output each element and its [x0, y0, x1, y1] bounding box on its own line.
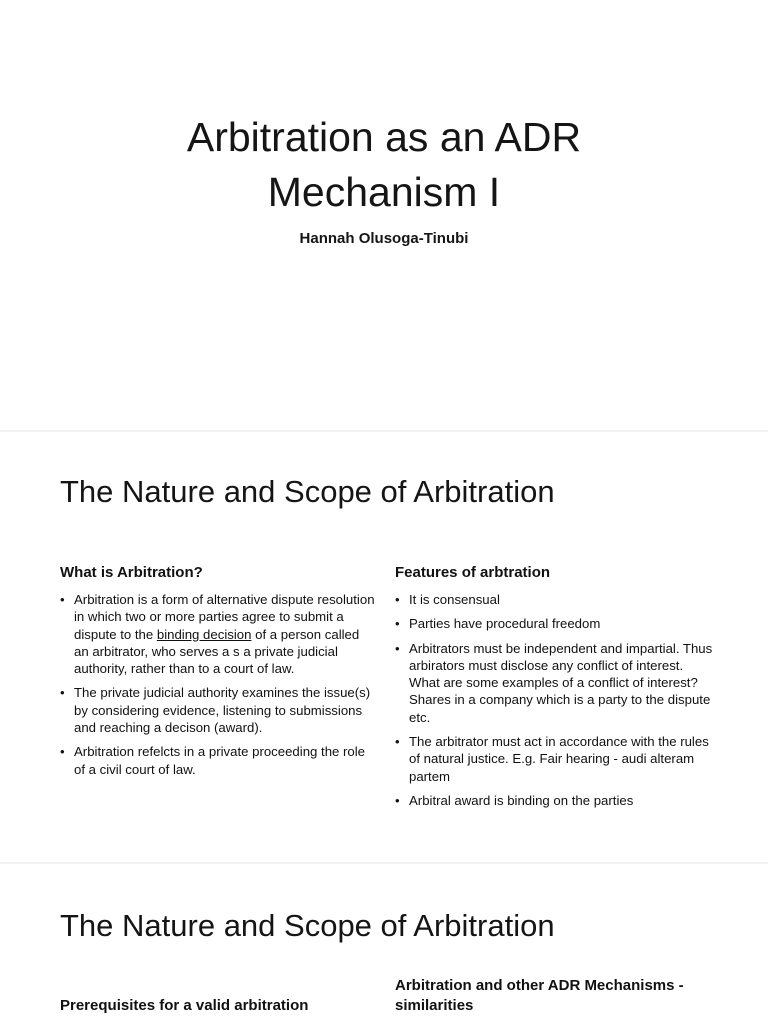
list-item: • Parties have procedural freedom [395, 616, 601, 632]
list-item: • Arbitrators must be independent and impartial. Thus arbirators must disclose any conflict of interest. What are some examples of a conflict of interest? Shares in a company which is a party to the dispute etc. [395, 640, 713, 725]
right-column [395, 976, 725, 1024]
list-item: • It is consensual [395, 592, 500, 607]
list-item: • Arbitral award is binding on the parties [395, 792, 634, 808]
bullet-icon: • [395, 792, 400, 808]
column-heading: Arbitration and other ADR Mechanisms - similarities [395, 977, 684, 1014]
author-name: Hannah Olusoga-Tinubi [299, 230, 469, 247]
column-heading: Prerequisites for a valid arbitration [60, 997, 309, 1014]
bullet-list [60, 591, 375, 778]
list-item: • The private judicial authority examines the issue(s) by considering evidence, listening to submissions and reaching a decison (award). [60, 685, 371, 736]
bullet-icon: • [60, 685, 65, 701]
title-line-2: Mechanism I [267, 169, 501, 215]
left-column [60, 996, 380, 1024]
column-heading: What is Arbitration? [60, 564, 203, 581]
bullet-icon: • [60, 744, 65, 760]
bullet-icon: • [395, 640, 400, 656]
list-item: • Arbitration is a form of alternative dispute resolution in which two or more parties agree to submit a dispute to the binding decision of a person called an arbitrator, who serves a s a private judicial authority, rather than to a court of law. [60, 592, 375, 677]
right-column [395, 563, 713, 816]
bullet-list [395, 591, 713, 809]
content-slide-nature-scope-2 [0, 864, 768, 1024]
bullet-icon: • [395, 592, 400, 607]
presentation-title [0, 110, 768, 220]
bullet-icon: • [60, 592, 65, 607]
slide-heading: The Nature and Scope of Arbitration [60, 908, 555, 943]
bullet-icon: • [395, 616, 400, 632]
underlined-term: binding decision [156, 626, 252, 642]
list-item: • Arbitration refelcts in a private proceeding the role of a civil court of law. [60, 744, 366, 777]
title-slide [0, 0, 768, 432]
content-slide-nature-scope [0, 432, 768, 864]
column-heading: Features of arbtration [395, 564, 551, 581]
list-item: • The arbitrator must act in accordance with the rules of natural justice. E.g. Fair hearing - audi alteram partem [395, 734, 709, 784]
bullet-icon: • [395, 734, 400, 750]
title-line-1: Arbitration as an ADR [186, 114, 582, 160]
left-column [60, 563, 375, 785]
slide-heading: The Nature and Scope of Arbitration [60, 474, 555, 509]
